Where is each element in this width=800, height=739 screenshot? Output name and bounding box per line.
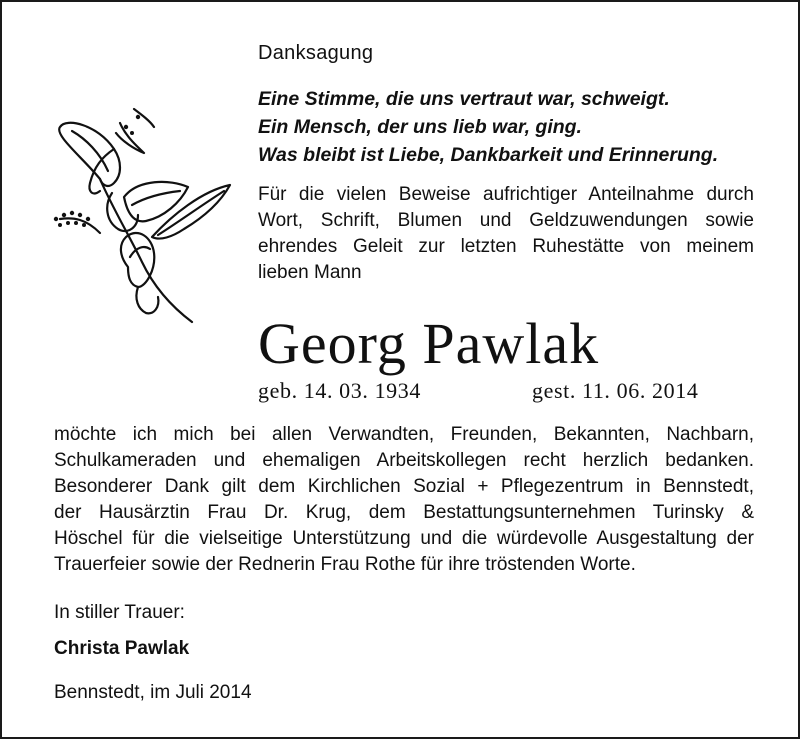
death-date: gest. 11. 06. 2014: [532, 378, 699, 403]
body-line: der Hausärztin Frau Dr. Krug, dem Bestattungsunternehmen Turinsky &: [54, 502, 754, 523]
intro-line: lieben Mann: [258, 262, 362, 283]
body-line: möchte ich mich bei allen Verwandten, Freunden, Bekannten, Nachbarn,: [54, 424, 754, 445]
poem-line: Was bleibt ist Liebe, Dankbarkeit und Erinnerung.: [258, 144, 719, 166]
body-line: Trauerfeier sowie der Rednerin Frau Rothe für ihre tröstenden Worte.: [54, 554, 636, 575]
intro-line: Wort, Schrift, Blumen und Geldzuwendungen sowie: [258, 210, 754, 231]
poem-line: Ein Mensch, der uns lieb war, ging.: [258, 116, 582, 138]
body-line: Höschel für die vielseitige Unterstützung und die würdevolle Ausgestaltung der: [54, 528, 754, 549]
heading: Danksagung: [258, 42, 374, 64]
place-date: Bennstedt, im Juli 2014: [54, 682, 252, 703]
birth-date: geb. 14. 03. 1934: [258, 378, 421, 403]
intro-line: ehrendes Geleit zur letzten Ruhestätte von meinem: [258, 236, 754, 257]
deceased-name: Georg Pawlak: [258, 311, 600, 376]
poem-line: Eine Stimme, die uns vertraut war, schweigt.: [258, 88, 670, 110]
intro-line: Für die vielen Beweise aufrichtiger Anteilnahme durch: [258, 184, 754, 205]
calla-lily-icon: [42, 87, 242, 327]
body-line: Schulkameraden und ehemaligen Arbeitskollegen recht herzlich bedanken.: [54, 450, 754, 471]
poem: [258, 85, 718, 169]
thanks-paragraph: [54, 422, 754, 578]
signer-name: Christa Pawlak: [54, 638, 190, 659]
mourning-label: In stiller Trauer:: [54, 602, 185, 623]
intro-paragraph: [258, 182, 754, 286]
body-line: Besonderer Dank gilt dem Kirchlichen Sozial + Pflegezentrum in Bennstedt,: [54, 476, 754, 497]
